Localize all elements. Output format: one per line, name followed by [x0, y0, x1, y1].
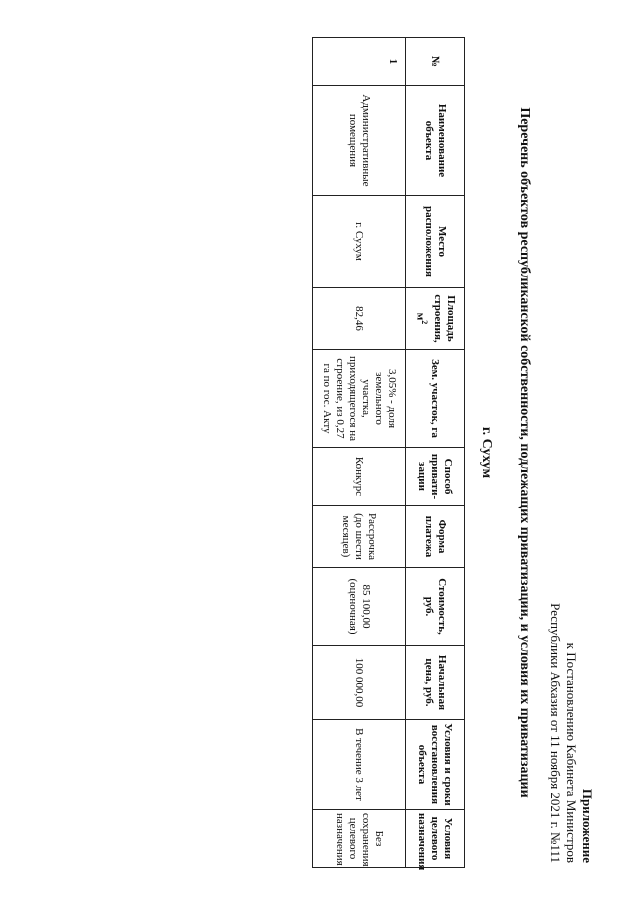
cell-area: 82,46 [313, 288, 406, 350]
cell-land: 3,05% - доля земельного участка, приходящегося на строение, из 0,27 га по гос. Акту [313, 350, 406, 448]
header-area [406, 288, 465, 350]
cell-payment: Рассрочка (до шести месяцев) [313, 506, 406, 568]
cell-num: 1 [313, 38, 406, 86]
cell-name: Административные помещения [313, 86, 406, 196]
header-location: Место расположения [406, 196, 465, 288]
cell-cost: 85 100,00 (оценочная) [313, 568, 406, 646]
cell-purpose: Без сохранения целевого назначения [313, 810, 406, 868]
appendix-line-2: Республики Абхазия от 11 ноября 2021 г. №111 [548, 603, 563, 863]
document-title: Перечень объектов республиканской собственности, подлежащих приватизации, и условия их приватизации [517, 107, 532, 798]
header-method: Способ привати-зации [406, 448, 465, 506]
table-header-row [406, 38, 465, 868]
cell-method: Конкурс [313, 448, 406, 506]
cell-restoration: В течение 3 лет [313, 720, 406, 810]
header-purpose: Условия целевого назначения [406, 810, 465, 868]
cell-start-price: 100 000,00 [313, 646, 406, 720]
cell-location: г. Сухум [313, 196, 406, 288]
appendix-line-1: к Постановлению Кабинета Министров [564, 642, 579, 863]
header-area-label: Площадь строения, м [414, 294, 457, 343]
header-area-sup: 2 [419, 320, 429, 325]
header-restoration: Условия и сроки восстановления объекта [406, 720, 465, 810]
objects-table [312, 37, 465, 871]
header-cost: Стоимость, руб. [406, 568, 465, 646]
appendix-header [547, 603, 595, 863]
header-start-price: Начальная цена, руб. [406, 646, 465, 720]
appendix-title: Приложение [580, 788, 595, 863]
header-name: Наименование объекта [406, 86, 465, 196]
document-city: г. Сухум [479, 426, 494, 479]
table-row [313, 38, 406, 868]
header-num: № [406, 38, 465, 86]
header-payment: Форма платежа [406, 506, 465, 568]
header-land: Зем. участок, га [406, 350, 465, 448]
